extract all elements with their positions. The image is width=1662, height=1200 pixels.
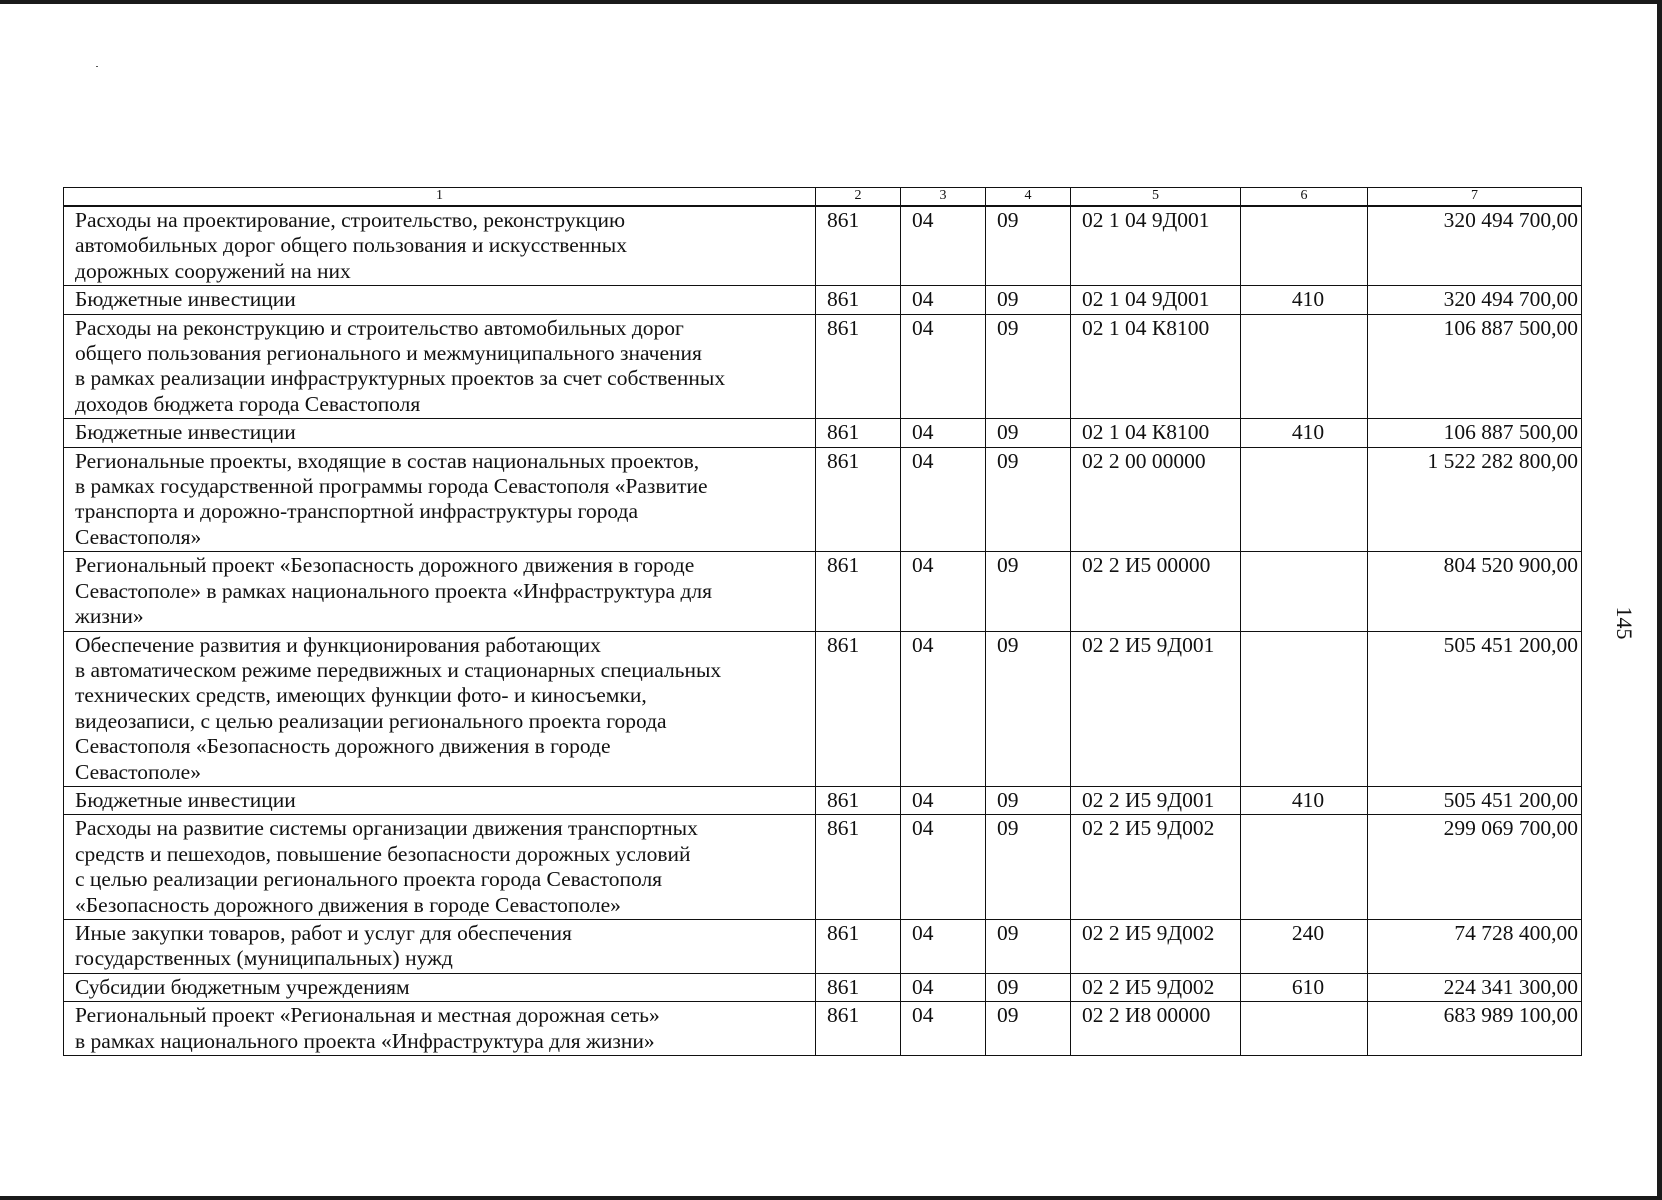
budget-table — [63, 187, 1582, 1056]
ministry-code: 861 — [816, 447, 901, 552]
expense-name-line: общего пользования регионального и межмуниципального значения — [75, 341, 702, 366]
amount: 683 989 100,00 — [1368, 1002, 1582, 1056]
column-number: 1 — [64, 188, 816, 207]
amount: 505 451 200,00 — [1368, 786, 1582, 814]
subsection-code: 09 — [986, 286, 1071, 314]
expense-type-code: 410 — [1241, 286, 1368, 314]
expense-name-line: автомобильных дорог общего пользования и искусственных — [75, 233, 627, 258]
expense-name — [64, 447, 816, 552]
expense-name — [64, 973, 816, 1001]
subsection-code: 09 — [986, 552, 1071, 631]
subsection-code: 09 — [986, 419, 1071, 447]
column-number: 3 — [901, 188, 986, 207]
table-row — [64, 314, 1582, 419]
target-article-code: 02 2 И5 00000 — [1071, 552, 1241, 631]
section-code: 04 — [901, 447, 986, 552]
expense-name-line: с целью реализации регионального проекта города Севастополя — [75, 867, 663, 892]
expense-name-line: Обеспечение развития и функционирования работающих — [75, 632, 601, 657]
expense-name-line: Севастополе» — [75, 759, 201, 784]
ministry-code: 861 — [816, 1002, 901, 1056]
expense-name-line: средств и пешеходов, повышение безопасности дорожных условий — [75, 841, 691, 866]
ministry-code: 861 — [816, 631, 901, 786]
target-article-code: 02 2 И5 9Д001 — [1071, 786, 1241, 814]
expense-name-line: транспорта и дорожно-транспортной инфраструктуры города — [75, 499, 638, 524]
section-code: 04 — [901, 973, 986, 1001]
target-article-code: 02 2 И5 9Д002 — [1071, 973, 1241, 1001]
expense-name-line: видеозаписи, с целью реализации регионального проекта города — [75, 708, 667, 733]
target-article-code: 02 2 И5 9Д002 — [1071, 919, 1241, 973]
table-row — [64, 447, 1582, 552]
expense-name — [64, 206, 816, 286]
expense-name-line: в рамках реализации инфраструктурных проектов за счет собственных — [75, 366, 726, 391]
expense-type-code — [1241, 447, 1368, 552]
table-row — [64, 1002, 1582, 1056]
table-row — [64, 286, 1582, 314]
expense-name-line: дорожных сооружений на них — [75, 258, 351, 283]
subsection-code: 09 — [986, 314, 1071, 419]
page-number: 145 — [1612, 606, 1637, 640]
expense-name — [64, 786, 816, 814]
expense-name-line: Иные закупки товаров, работ и услуг для обеспечения — [75, 920, 572, 945]
section-code: 04 — [901, 419, 986, 447]
amount: 106 887 500,00 — [1368, 314, 1582, 419]
amount: 299 069 700,00 — [1368, 815, 1582, 920]
subsection-code: 09 — [986, 631, 1071, 786]
subsection-code: 09 — [986, 206, 1071, 286]
expense-type-code — [1241, 314, 1368, 419]
table-row — [64, 206, 1582, 286]
expense-type-code — [1241, 552, 1368, 631]
expense-name-line: доходов бюджета города Севастополя — [75, 391, 421, 416]
target-article-code: 02 2 И8 00000 — [1071, 1002, 1241, 1056]
section-code: 04 — [901, 314, 986, 419]
amount: 804 520 900,00 — [1368, 552, 1582, 631]
expense-name — [64, 552, 816, 631]
ministry-code: 861 — [816, 786, 901, 814]
subsection-code: 09 — [986, 1002, 1071, 1056]
expense-name-line: «Безопасность дорожного движения в городе Севастополе» — [75, 892, 621, 917]
expense-name-line: жизни» — [75, 604, 144, 629]
table-row — [64, 631, 1582, 786]
expense-name-line: Севастополя «Безопасность дорожного движения в городе — [75, 734, 611, 759]
column-number-row — [64, 188, 1582, 207]
section-code: 04 — [901, 919, 986, 973]
subsection-code: 09 — [986, 447, 1071, 552]
expense-name — [64, 631, 816, 786]
ministry-code: 861 — [816, 815, 901, 920]
target-article-code: 02 1 04 К8100 — [1071, 419, 1241, 447]
table-row — [64, 815, 1582, 920]
expense-type-code: 240 — [1241, 919, 1368, 973]
amount: 320 494 700,00 — [1368, 286, 1582, 314]
expense-name-line: Региональный проект «Безопасность дорожного движения в городе — [75, 553, 695, 578]
scan-border-right — [1657, 0, 1662, 1200]
subsection-code: 09 — [986, 786, 1071, 814]
expense-name-line: Расходы на проектирование, строительство, реконструкцию — [75, 208, 626, 232]
target-article-code: 02 1 04 К8100 — [1071, 314, 1241, 419]
target-article-code: 02 1 04 9Д001 — [1071, 286, 1241, 314]
expense-name-line: в автоматическом режиме передвижных и стационарных специальных — [75, 657, 722, 682]
column-number: 5 — [1071, 188, 1241, 207]
section-code: 04 — [901, 631, 986, 786]
expense-name — [64, 919, 816, 973]
expense-name-line: в рамках государственной программы города Севастополя «Развитие — [75, 474, 708, 499]
scan-border-top — [0, 0, 1662, 4]
expense-name-line: Региональный проект «Региональная и местная дорожная сеть» — [75, 1003, 660, 1028]
expense-type-code — [1241, 1002, 1368, 1056]
expense-name-line: Севастополе» в рамках национального проекта «Инфраструктура для — [75, 578, 713, 603]
budget-table-body — [64, 206, 1582, 1056]
ministry-code: 861 — [816, 286, 901, 314]
expense-name-line: Расходы на развитие системы организации движения транспортных — [75, 816, 698, 841]
expense-type-code: 410 — [1241, 419, 1368, 447]
ministry-code: 861 — [816, 314, 901, 419]
expense-type-code — [1241, 815, 1368, 920]
expense-type-code: 410 — [1241, 786, 1368, 814]
subsection-code: 09 — [986, 973, 1071, 1001]
column-number: 4 — [986, 188, 1071, 207]
expense-name-line: Бюджетные инвестиции — [75, 287, 296, 312]
ministry-code: 861 — [816, 973, 901, 1001]
table-row — [64, 973, 1582, 1001]
subsection-code: 09 — [986, 919, 1071, 973]
expense-name-line: в рамках национального проекта «Инфраструктура для жизни» — [75, 1028, 655, 1053]
expense-name — [64, 1002, 816, 1056]
expense-name-line: Севастополя» — [75, 524, 202, 549]
section-code: 04 — [901, 286, 986, 314]
expense-name-line: Бюджетные инвестиции — [75, 420, 296, 445]
ministry-code: 861 — [816, 919, 901, 973]
section-code: 04 — [901, 815, 986, 920]
subsection-code: 09 — [986, 815, 1071, 920]
expense-name-line: Расходы на реконструкцию и строительство автомобильных дорог — [75, 315, 684, 340]
section-code: 04 — [901, 1002, 986, 1056]
expense-name-line: Региональные проекты, входящие в состав национальных проектов, — [75, 448, 700, 473]
table-row — [64, 786, 1582, 814]
column-number: 6 — [1241, 188, 1368, 207]
amount: 1 522 282 800,00 — [1368, 447, 1582, 552]
target-article-code: 02 2 И5 9Д002 — [1071, 815, 1241, 920]
expense-name-line: государственных (муниципальных) нужд — [75, 946, 453, 971]
expense-name-line: Бюджетные инвестиции — [75, 787, 296, 812]
section-code: 04 — [901, 552, 986, 631]
table-row — [64, 919, 1582, 973]
table-row — [64, 419, 1582, 447]
amount: 320 494 700,00 — [1368, 206, 1582, 286]
target-article-code: 02 2 00 00000 — [1071, 447, 1241, 552]
target-article-code: 02 2 И5 9Д001 — [1071, 631, 1241, 786]
amount: 224 341 300,00 — [1368, 973, 1582, 1001]
ministry-code: 861 — [816, 419, 901, 447]
scan-border-bottom — [0, 1196, 1662, 1200]
target-article-code: 02 1 04 9Д001 — [1071, 206, 1241, 286]
section-code: 04 — [901, 206, 986, 286]
expense-name-line: технических средств, имеющих функции фото- и киносъемки, — [75, 683, 647, 708]
expense-name-line: Субсидии бюджетным учреждениям — [75, 974, 410, 999]
ministry-code: 861 — [816, 206, 901, 286]
expense-name — [64, 286, 816, 314]
expense-type-code — [1241, 206, 1368, 286]
expense-type-code: 610 — [1241, 973, 1368, 1001]
section-code: 04 — [901, 786, 986, 814]
column-number: 2 — [816, 188, 901, 207]
amount: 505 451 200,00 — [1368, 631, 1582, 786]
expense-type-code — [1241, 631, 1368, 786]
amount: 106 887 500,00 — [1368, 419, 1582, 447]
ministry-code: 861 — [816, 552, 901, 631]
expense-name — [64, 815, 816, 920]
amount: 74 728 400,00 — [1368, 919, 1582, 973]
table-row — [64, 552, 1582, 631]
expense-name — [64, 419, 816, 447]
column-number: 7 — [1368, 188, 1582, 207]
expense-name — [64, 314, 816, 419]
scan-speck — [96, 66, 98, 67]
